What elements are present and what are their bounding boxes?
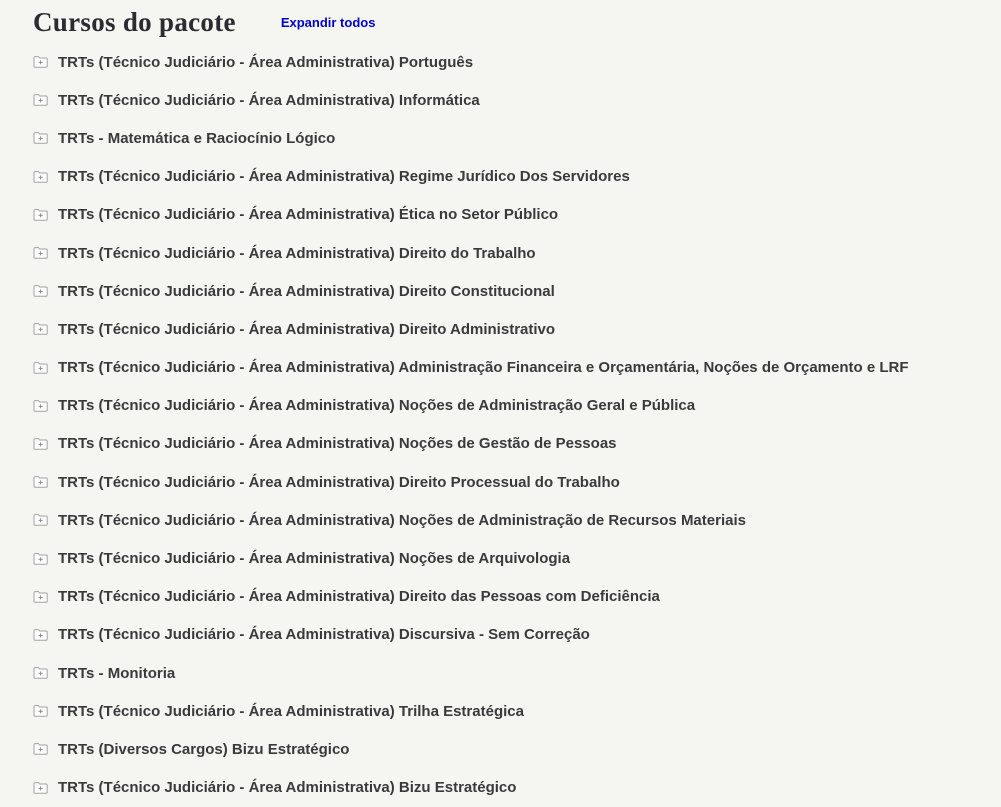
folder-plus-icon-graphic <box>33 55 49 69</box>
folder-plus-icon[interactable] <box>33 131 49 145</box>
course-title: TRTs - Monitoria <box>58 664 176 682</box>
folder-plus-icon[interactable] <box>33 666 49 680</box>
folder-plus-icon[interactable] <box>33 781 49 795</box>
course-row[interactable] <box>33 539 1001 577</box>
course-title: TRTs - Matemática e Raciocínio Lógico <box>58 129 336 147</box>
course-row[interactable] <box>33 387 1001 425</box>
folder-plus-icon[interactable] <box>33 704 49 718</box>
folder-plus-icon[interactable] <box>33 628 49 642</box>
course-title: TRTs (Técnico Judiciário - Área Administrativa) Informática <box>58 91 480 109</box>
course-title: TRTs (Técnico Judiciário - Área Administrativa) Noções de Gestão de Pessoas <box>58 435 617 453</box>
folder-plus-icon[interactable] <box>33 437 49 451</box>
folder-plus-icon[interactable] <box>33 246 49 260</box>
folder-plus-icon-graphic <box>33 246 49 260</box>
course-title: TRTs (Técnico Judiciário - Área Administrativa) Trilha Estratégica <box>58 702 524 720</box>
course-row[interactable] <box>33 769 1001 807</box>
course-row[interactable] <box>33 158 1001 196</box>
folder-plus-icon-graphic <box>33 131 49 145</box>
course-title: TRTs (Técnico Judiciário - Área Administrativa) Regime Jurídico Dos Servidores <box>58 168 630 186</box>
expand-all-link[interactable]: Expandir todos <box>280 14 376 30</box>
course-title: TRTs (Técnico Judiciário - Área Administrativa) Bizu Estratégico <box>58 779 517 797</box>
course-title: TRTs (Técnico Judiciário - Área Administrativa) Português <box>58 53 474 71</box>
course-title: TRTs (Técnico Judiciário - Área Administrativa) Direito das Pessoas com Deficiência <box>58 588 660 606</box>
course-title: TRTs (Técnico Judiciário - Área Administrativa) Direito do Trabalho <box>58 244 536 262</box>
course-row[interactable] <box>33 272 1001 310</box>
course-title: TRTs (Diversos Cargos) Bizu Estratégico <box>58 740 350 758</box>
folder-plus-icon[interactable] <box>33 590 49 604</box>
folder-plus-icon-graphic <box>33 742 49 756</box>
course-title: TRTs (Técnico Judiciário - Área Administrativa) Ética no Setor Público <box>58 206 559 224</box>
course-row[interactable] <box>33 463 1001 501</box>
folder-plus-icon-graphic <box>33 552 49 566</box>
page-title: Cursos do pacote <box>33 6 236 37</box>
folder-plus-icon[interactable] <box>33 55 49 69</box>
course-row[interactable] <box>33 616 1001 654</box>
course-list <box>33 43 1001 807</box>
course-row[interactable] <box>33 119 1001 157</box>
course-row[interactable] <box>33 501 1001 539</box>
folder-plus-icon[interactable] <box>33 322 49 336</box>
course-title: TRTs (Técnico Judiciário - Área Administrativa) Noções de Administração de Recursos Materiais <box>58 511 746 529</box>
folder-plus-icon[interactable] <box>33 93 49 107</box>
course-title: TRTs (Técnico Judiciário - Área Administrativa) Discursiva - Sem Correção <box>58 626 590 644</box>
course-row[interactable] <box>33 234 1001 272</box>
folder-plus-icon-graphic <box>33 513 49 527</box>
folder-plus-icon-graphic <box>33 399 49 413</box>
folder-plus-icon-graphic <box>33 628 49 642</box>
course-row[interactable] <box>33 730 1001 768</box>
folder-plus-icon-graphic <box>33 590 49 604</box>
header <box>33 4 1001 40</box>
course-row[interactable] <box>33 692 1001 730</box>
folder-plus-icon-graphic <box>33 361 49 375</box>
course-title: TRTs (Técnico Judiciário - Área Administrativa) Direito Processual do Trabalho <box>58 473 620 491</box>
folder-plus-icon[interactable] <box>33 475 49 489</box>
course-title: TRTs (Técnico Judiciário - Área Administrativa) Noções de Administração Geral e Pública <box>58 397 696 415</box>
course-title: TRTs (Técnico Judiciário - Área Administrativa) Direito Administrativo <box>58 320 556 338</box>
folder-plus-icon-graphic <box>33 170 49 184</box>
course-row[interactable] <box>33 578 1001 616</box>
folder-plus-icon-graphic <box>33 666 49 680</box>
course-row[interactable] <box>33 310 1001 348</box>
folder-plus-icon-graphic <box>33 284 49 298</box>
course-row[interactable] <box>33 43 1001 81</box>
folder-plus-icon-graphic <box>33 322 49 336</box>
folder-plus-icon-graphic <box>33 704 49 718</box>
course-row[interactable] <box>33 349 1001 387</box>
folder-plus-icon[interactable] <box>33 742 49 756</box>
folder-plus-icon-graphic <box>33 437 49 451</box>
folder-plus-icon-graphic <box>33 208 49 222</box>
folder-plus-icon[interactable] <box>33 284 49 298</box>
folder-plus-icon[interactable] <box>33 552 49 566</box>
course-title: TRTs (Técnico Judiciário - Área Administrativa) Direito Constitucional <box>58 282 555 300</box>
course-row[interactable] <box>33 81 1001 119</box>
folder-plus-icon[interactable] <box>33 361 49 375</box>
folder-plus-icon-graphic <box>33 781 49 795</box>
folder-plus-icon[interactable] <box>33 399 49 413</box>
folder-plus-icon[interactable] <box>33 513 49 527</box>
course-title: TRTs (Técnico Judiciário - Área Administrativa) Administração Financeira e Orçamentária, Noções de Orçamento e LRF <box>58 359 909 377</box>
folder-plus-icon-graphic <box>33 475 49 489</box>
folder-plus-icon[interactable] <box>33 170 49 184</box>
course-row[interactable] <box>33 425 1001 463</box>
course-title: TRTs (Técnico Judiciário - Área Administrativa) Noções de Arquivologia <box>58 550 571 568</box>
folder-plus-icon-graphic <box>33 93 49 107</box>
folder-plus-icon[interactable] <box>33 208 49 222</box>
course-row[interactable] <box>33 654 1001 692</box>
course-row[interactable] <box>33 196 1001 234</box>
